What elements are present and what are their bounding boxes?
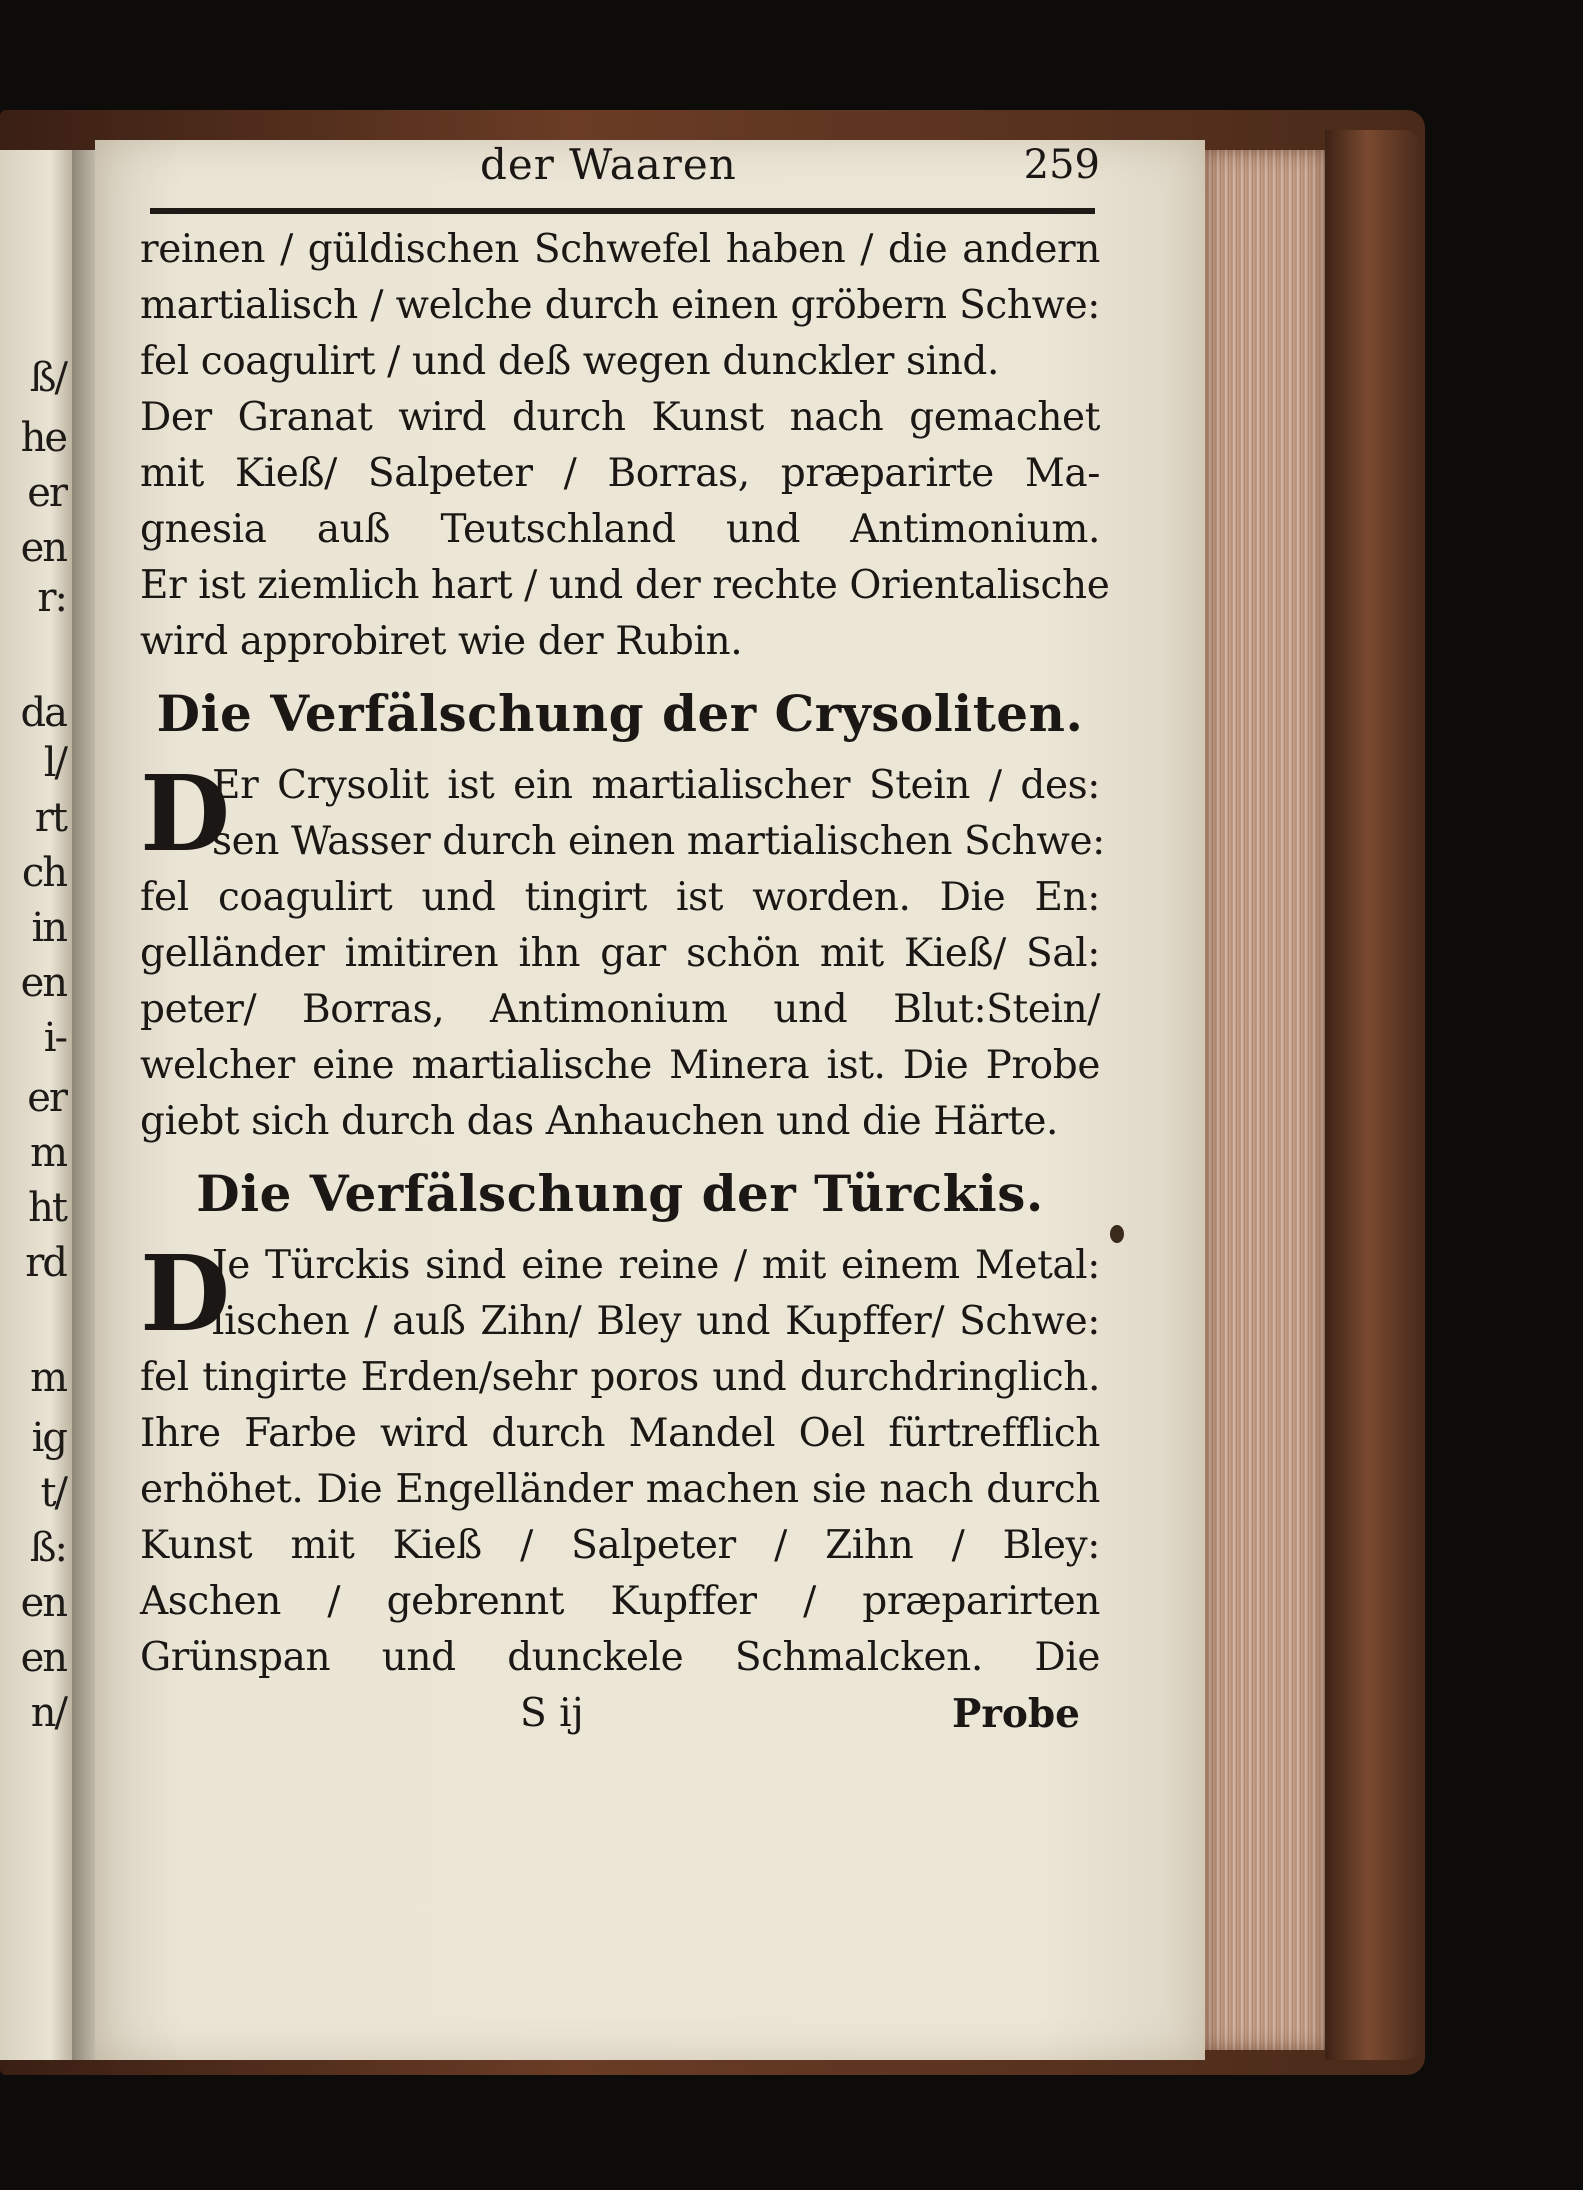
text-line: fel tingirte Erden/sehr poros und durchdringlich. [140,1355,1100,1400]
text-line: peter/ Borras, Antimonium und Blut:Stein/ [140,987,1100,1032]
text-line: sen Wasser durch einen martialischen Schwe: [212,819,1105,864]
text-line: lischen / auß Zihn/ Bley und Kupffer/ Schwe: [212,1299,1100,1344]
section-heading-crysoliten: Die Verfälschung der Crysoliten. [156,684,1084,743]
text-line: fel coagulirt / und deß wegen dunckler sind. [140,339,999,384]
text-line: mit Kieß/ Salpeter / Borras, præparirte Ma- [140,451,1100,496]
page-text [140,222,1110,1742]
paragraph-intro [140,222,1110,670]
catchword: Probe [952,1691,1080,1737]
running-head [140,130,1100,200]
text-line: erhöhet. Die Engelländer machen sie nach durch [140,1467,1100,1512]
previous-page-fragment: n/ [30,1690,66,1736]
header-rule [150,208,1095,214]
ink-stain [1110,1225,1124,1243]
page-number: 259 [1023,142,1100,188]
previous-page-fragment: er [27,1075,66,1121]
cover-edge [1325,130,1420,2060]
previous-page-fragment: en [20,1635,66,1681]
text-line: Grünspan und dunckele Schmalcken. Die [140,1635,1100,1680]
previous-page-fragment: rt [34,795,66,841]
text-line: Kunst mit Kieß / Salpeter / Zihn / Bley: [140,1523,1100,1568]
previous-page-fragment: he [20,415,66,461]
text-line: Der Granat wird durch Kunst nach gemachet [140,395,1100,440]
previous-page-fragment: in [31,905,66,951]
previous-page-edge [0,150,72,2060]
previous-page-fragment: r: [37,575,66,621]
running-title: der Waaren [480,140,737,189]
signature-mark: S ij [520,1691,584,1736]
previous-page-fragment: ht [28,1185,66,1231]
previous-page-fragment: ch [21,850,66,896]
drop-initial: D [140,752,231,875]
text-line: giebt sich durch das Anhauchen und die Härte. [140,1099,1059,1144]
text-line: gnesia auß Teutschland und Antimonium. [140,507,1100,552]
text-line: martialisch / welche durch einen gröbern Schwe: [140,283,1100,328]
previous-page-fragment: i- [43,1015,66,1061]
footer-line [140,1686,1100,1742]
text-line: gelländer imitiren ihn gar schön mit Kieß/ Sal: [140,931,1100,976]
text-line: Je Türckis sind eine reine / mit einem Metal: [212,1243,1100,1288]
previous-page-fragment: m [30,1355,66,1401]
previous-page-fragment: en [20,1580,66,1626]
previous-page-fragment: da [20,690,66,736]
drop-initial: D [140,1232,231,1355]
text-line: wird approbiret wie der Rubin. [140,619,743,664]
previous-page-fragment: t/ [40,1470,66,1516]
text-line: fel coagulirt und tingirt ist worden. Die En: [140,875,1100,920]
text-line: Er Crysolit ist ein martialischer Stein / des: [212,763,1100,808]
previous-page-fragment: en [20,525,66,571]
previous-page-fragment: l/ [43,740,66,786]
text-line: welcher eine martialische Minera ist. Die Probe [140,1043,1100,1088]
page-fore-edge [1205,150,1325,2050]
previous-page-fragment: er [27,470,66,516]
previous-page-fragment: ig [31,1415,66,1461]
text-line: Ihre Farbe wird durch Mandel Oel fürtrefflich [140,1411,1100,1456]
text-line: reinen / güldischen Schwefel haben / die andern [140,227,1100,272]
text-line: Aschen / gebrennt Kupffer / præparirten [140,1579,1100,1624]
paragraph-crysoliten [140,752,1105,1150]
previous-page-fragment: en [20,960,66,1006]
previous-page-fragment: ß/ [29,355,66,401]
previous-page-fragment: ß: [29,1525,66,1571]
text-line: Er ist ziemlich hart / und der rechte Orientalische [140,563,1110,608]
previous-page-fragment: m [30,1130,66,1176]
section-heading-tuerckis: Die Verfälschung der Türckis. [196,1164,1044,1223]
previous-page-fragment: rd [25,1240,66,1286]
paragraph-tuerckis [140,1232,1100,1686]
